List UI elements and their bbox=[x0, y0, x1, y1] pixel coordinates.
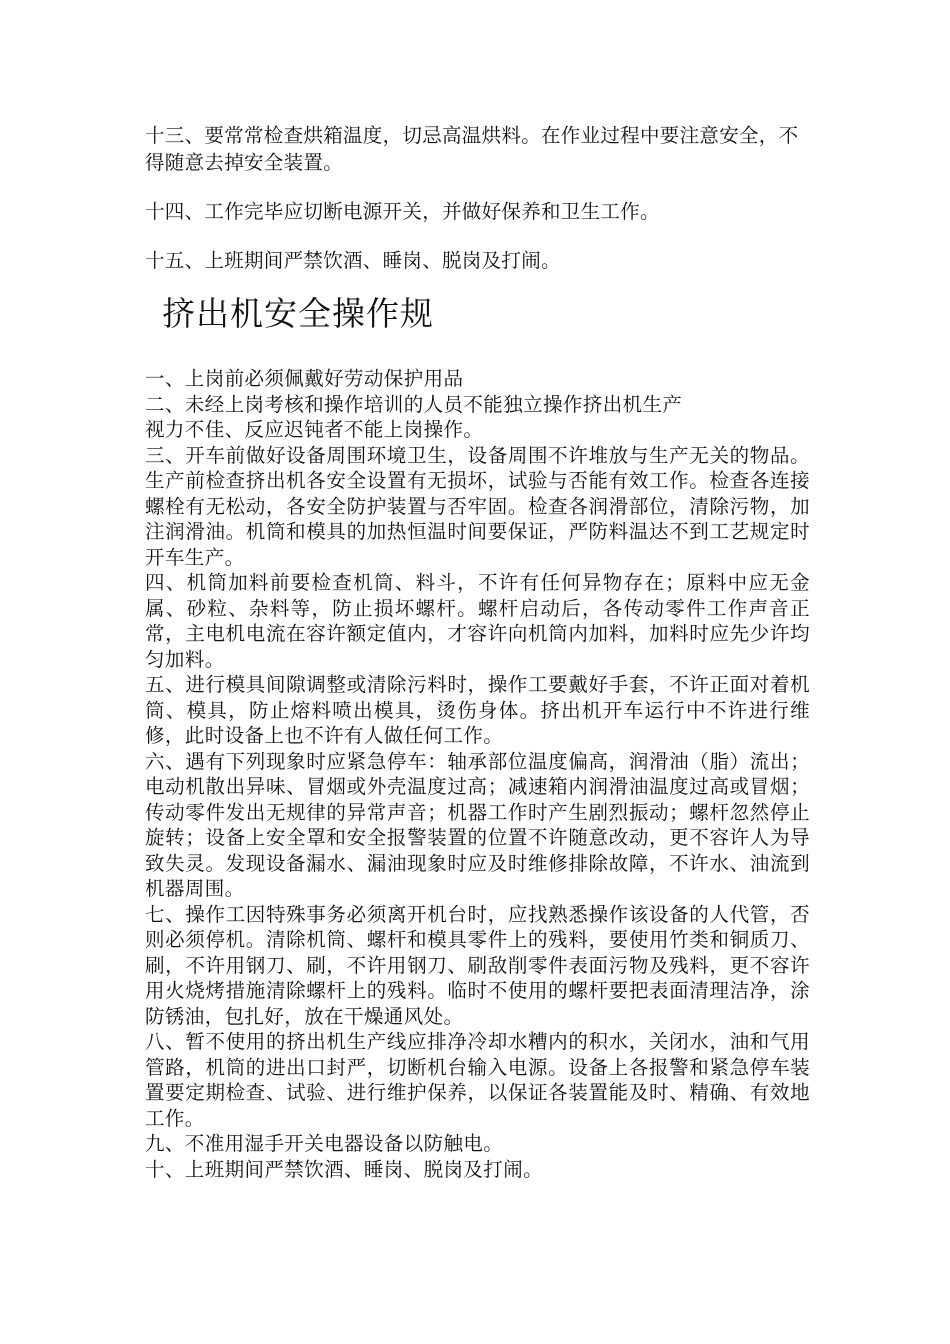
section-title: 挤出机安全操作规 bbox=[162, 294, 434, 333]
rule-2-paragraph: 二、未经上岗考核和操作培训的人员不能独立操作挤出机生产 bbox=[145, 392, 683, 416]
rule-1-paragraph: 一、上岗前必须佩戴好劳动保护用品 bbox=[145, 367, 464, 390]
rule-2-continuation: 视力不佳、反应迟钝者不能上岗操作。 bbox=[145, 418, 484, 441]
rule-9-paragraph: 九、不准用湿手开关电器设备以防触电。 bbox=[145, 1132, 504, 1155]
rule-4-paragraph: 四、机筒加料前要检查机筒、料斗，不许有任何异物存在；原料中应无金属、砂粒、杂料等，防止损坏螺杆。螺杆启动后，各传动零件工作声音正常，主电机电流在容许额定值内，才容许向机筒内加料，加料时应先少许均匀加料。 bbox=[145, 571, 810, 671]
rule-13-paragraph: 十三、要常常检查烘箱温度，切忌高温烘料。在作业过程中要注意安全，不得随意去掉安全装置。 bbox=[145, 124, 799, 174]
extruder-rules-section bbox=[145, 366, 810, 1182]
rule-15-paragraph: 十五、上班期间严禁饮酒、睡岗、脱岗及打闹。 bbox=[145, 249, 561, 272]
rule-7-paragraph: 七、操作工因特殊事务必须离开机台时，应找熟悉操作该设备的人代管，否则必须停机。清除机筒、螺杆和模具零件上的残料，要使用竹类和铜质刀、刷，不许用钢刀、刷，不许用钢刀、刷敌削零件表面污物及残料，更不容许用火烧烤措施清除螺杆上的残料。临时不使用的螺杆要把表面清理洁净，涂防锈油，包扎好，放在干燥通风处。 bbox=[145, 902, 810, 1028]
rule-3-paragraph: 三、开车前做好设备周围环境卫生，设备周围不许堆放与生产无关的物品。生产前检查挤出机各安全设置有无损坏，试验与否能有效工作。检查各连接螺栓有无松动，各安全防护装置与否牢固。检查各润滑部位，清除污物，加注润滑油。机筒和模具的加热恒温时间要保证，严防料温达不到工艺规定时开车生产。 bbox=[145, 443, 810, 569]
previous-rules-section bbox=[145, 122, 810, 296]
rule-14-paragraph: 十四、工作完毕应切断电源开关，并做好保养和卫生工作。 bbox=[145, 200, 660, 223]
rule-5-paragraph: 五、进行模具间隙调整或清除污料时，操作工要戴好手套，不许正面对着机筒、模具，防止熔料喷出模具，烫伤身体。挤出机开车运行中不许进行维修，此时设备上也不许有人做任何工作。 bbox=[145, 673, 810, 747]
rule-8-paragraph: 八、暂不使用的挤出机生产线应排净冷却水糟内的积水，关闭水，油和气用管路，机筒的进出口封严，切断机台输入电源。设备上各报警和紧急停车装置要定期检查、试验、进行维护保养，以保证各装置能及时、精确、有效地工作。 bbox=[145, 1030, 810, 1130]
rule-10-paragraph: 十、上班期间严禁饮酒、睡岗、脱岗及打闹。 bbox=[145, 1157, 544, 1181]
rule-6-paragraph: 六、遇有下列现象时应紧急停车：轴承部位温度偏高，润滑油（脂）流出；电动机散出异味、冒烟或外壳温度过高；减速箱内润滑油温度过高或冒烟；传动零件发出无规律的异常声音；机器工作时产生剧烈振动；螺杆忽然停止旋转；设备上安全罩和安全报警装置的位置不许随意改动，更不容许人为导致失灵。发现设备漏水、漏油现象时应及时维修排除故障，不许水、油流到机器周围。 bbox=[145, 749, 810, 900]
